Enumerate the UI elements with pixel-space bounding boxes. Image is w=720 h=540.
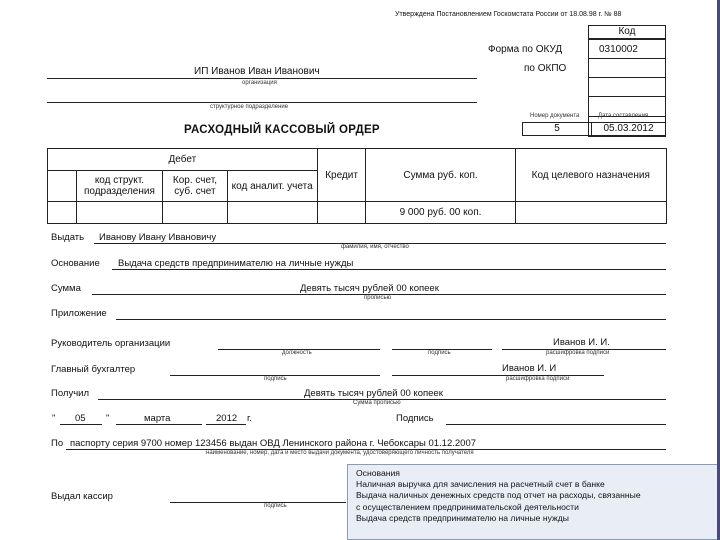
basis-value: Выдача средств предпринимателю на личные нужды [118, 258, 354, 269]
received-value: Девять тысяч рублей 00 копеек [304, 388, 443, 399]
page-title: РАСХОДНЫЙ КАССОВЫЙ ОРДЕР [184, 124, 380, 136]
accountant-label: Главный бухгалтер [51, 364, 136, 375]
by-label: По [51, 438, 64, 449]
amount-value: Девять тысяч рублей 00 копеек [300, 283, 439, 294]
head-signature-caption: подпись [428, 350, 451, 356]
head-label: Руководитель организации [51, 338, 171, 349]
approval-text: Утверждена Постановлением Госкомстата России от 18.08.98 г. № 88 [395, 11, 622, 18]
by-value: паспорту серия 9700 номер 123456 выдан ОВД Ленинского района г. Чебоксары 01.12.2007 [70, 438, 477, 449]
head-position-caption: должность [282, 350, 312, 356]
basis-hint-popup [347, 464, 719, 540]
doc-date: 05.03.2012 [603, 123, 654, 134]
doc-number-label: Номер документа [530, 113, 580, 119]
head-decoding-caption: расшифровка подписи [546, 350, 610, 356]
basis-hint-line: Выдача наличных денежных средств под отчет на расходы, связанные [356, 490, 641, 501]
corr-col-header: Кор. счет, суб. счет [163, 171, 227, 202]
signature-label: Подпись [396, 413, 434, 424]
accountant-value: Иванов И. И [502, 363, 557, 374]
doc-date-cell [591, 122, 666, 136]
cashier-signature-caption: подпись [264, 503, 287, 509]
doc-date-label: Дата составления [598, 113, 649, 119]
cashier-label: Выдал кассир [51, 491, 113, 502]
issue-value: Иванову Ивану Ивановичу [99, 232, 217, 243]
issue-label: Выдать [51, 232, 85, 243]
amount-caption: прописью [364, 295, 392, 301]
department-caption: структурное подразделение [210, 104, 289, 110]
accountant-decoding-caption: расшифровка подписи [506, 376, 570, 382]
received-label: Получил [51, 388, 89, 399]
okud-label: Форма по ОКУД [488, 44, 563, 55]
basis-hint-title: Основания [356, 468, 400, 478]
date-year: 2012 [216, 413, 238, 424]
debit-credit-table [47, 148, 667, 224]
basis-hint-line: с осуществлением предпринимательской деятельности [356, 501, 579, 512]
date-month: марта [144, 413, 171, 424]
date-year-suffix: г. [247, 413, 252, 424]
code-header: Код [618, 26, 636, 37]
organization-value: ИП Иванов Иван Иванович [194, 66, 320, 77]
sum-value: 9 000 руб. 00 коп. [366, 202, 515, 224]
okpo-label: по ОКПО [524, 63, 567, 74]
basis-label: Основание [51, 258, 100, 269]
basis-hint-line: Наличная выручка для зачисления на расчетный счет в банке [356, 479, 605, 490]
attachment-label: Приложение [51, 308, 107, 319]
basis-hint-line: Выдача средств предпринимателю на личные нужды [356, 512, 569, 523]
accountant-signature-caption: подпись [264, 376, 287, 382]
debit-header: Дебет [48, 149, 318, 171]
organization-caption: организация [242, 80, 277, 86]
doc-number: 5 [554, 123, 560, 134]
issue-caption: фамилия, имя, отчество [341, 244, 409, 250]
sum-header: Сумма руб. коп. [366, 149, 515, 202]
date-open-quote: " [52, 413, 56, 424]
okud-value: 0310002 [599, 44, 638, 55]
credit-header: Кредит [317, 149, 366, 202]
purpose-code-header: Код целевого назначения [515, 149, 666, 202]
amount-label: Сумма [51, 283, 81, 294]
date-close-quote: " [106, 413, 110, 424]
code-header-cell [588, 25, 666, 39]
head-value: Иванов И. И. [553, 337, 610, 348]
struct-col-header: код структ. подразделения [76, 171, 163, 202]
analytic-col-header: код аналит. учета [227, 171, 317, 202]
doc-number-cell [522, 122, 592, 136]
received-caption: Сумма прописью [353, 400, 401, 406]
date-day: 05 [75, 413, 86, 424]
by-caption: наименование, номер, дата и место выдачи документа, удостоверяющего личность получателя [206, 450, 474, 456]
